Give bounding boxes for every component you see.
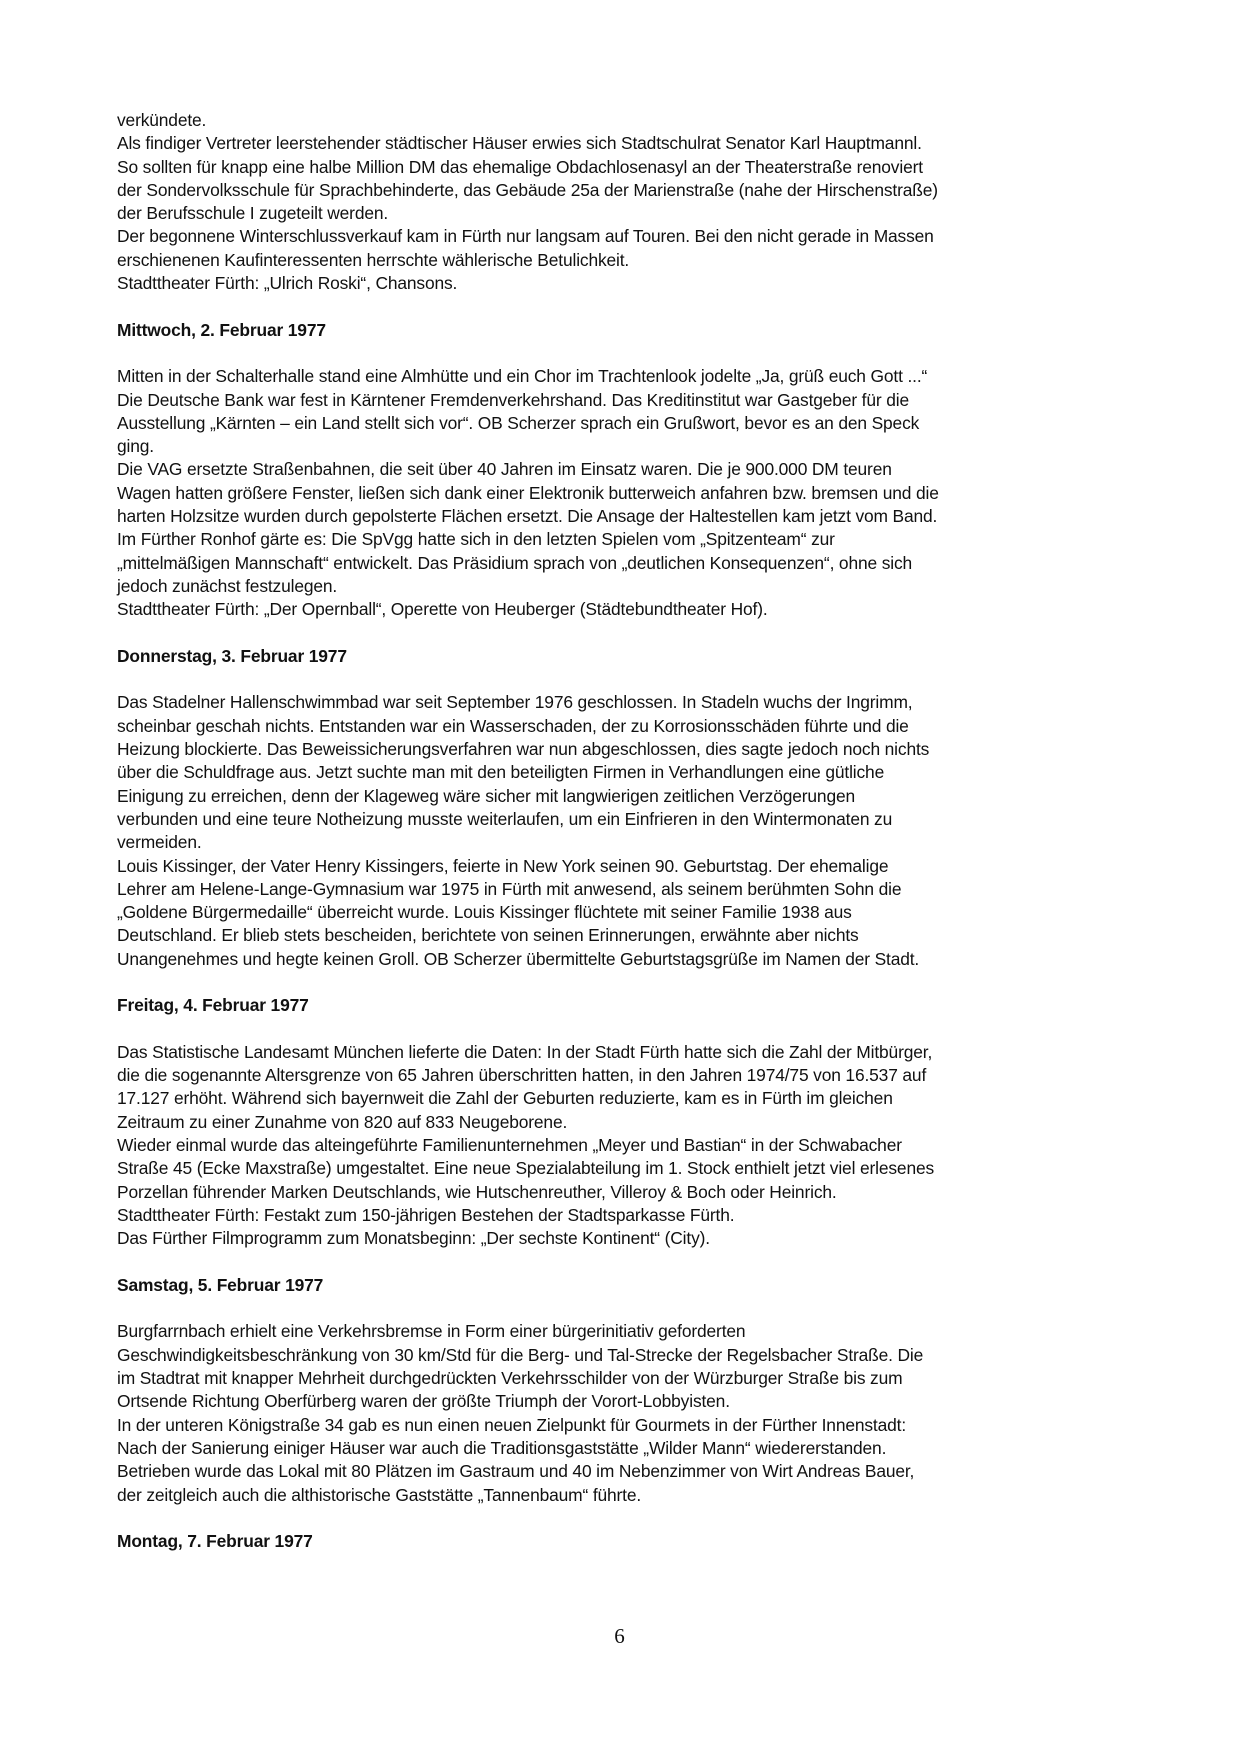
text-line: Stadttheater Fürth: „Ulrich Roski“, Chansons.: [117, 273, 458, 294]
text-line: Heizung blockierte. Das Beweissicherungsverfahren war nun abgeschlossen, dies sagte jedoch noch nichts: [117, 739, 930, 760]
text-line: jedoch zunächst festzulegen.: [117, 575, 338, 596]
text-line: harten Holzsitze wurden durch gepolsterte Flächen ersetzt. Die Ansage der Haltestellen kam jetzt vom Band.: [117, 506, 938, 527]
text-line: Betrieben wurde das Lokal mit 80 Plätzen im Gastraum und 40 im Nebenzimmer von Wirt Andreas Bauer,: [117, 1461, 915, 1482]
text-line: Das Stadelner Hallenschwimmbad war seit September 1976 geschlossen. In Stadeln wuchs der Ingrimm,: [117, 692, 913, 713]
text-line: Die Deutsche Bank war fest in Kärntener Fremdenverkehrshand. Das Kreditinstitut war Gastgeber für die: [117, 389, 909, 410]
text-line: der Berufsschule I zugeteilt werden.: [117, 203, 389, 224]
text-line: im Stadtrat mit knapper Mehrheit durchgedrückten Verkehrsschilder von der Würzburger Straße bis zum: [117, 1368, 903, 1389]
text-line: Ortsende Richtung Oberfürberg waren der größte Triumph der Vorort-Lobbyisten.: [117, 1391, 730, 1412]
text-line: der zeitgleich auch die althistorische Gaststätte „Tannenbaum“ führte.: [117, 1484, 642, 1505]
text-line: die die sogenannte Altersgrenze von 65 Jahren überschritten hatten, in den Jahren 1974/75 von 16.537 auf: [117, 1065, 927, 1086]
text-line: verkündete.: [117, 110, 207, 130]
text-line: Die VAG ersetzte Straßenbahnen, die seit über 40 Jahren im Einsatz waren. Die je 900.000 DM teuren: [117, 459, 892, 480]
section-donnerstag: [117, 645, 1147, 971]
text-line: scheinbar geschah nichts. Entstanden war ein Wasserschaden, der zu Korrosionsschäden führte und die: [117, 715, 909, 736]
section-heading: Donnerstag, 3. Februar 1977: [117, 645, 347, 666]
text-line: Der begonnene Winterschlussverkauf kam in Fürth nur langsam auf Touren. Bei den nicht gerade in Massen: [117, 226, 934, 247]
text-line: ging.: [117, 436, 154, 457]
text-line: Geschwindigkeitsbeschränkung von 30 km/Std für die Berg- und Tal-Strecke der Regelsbacher Straße. Die: [117, 1344, 924, 1365]
text-line: Straße 45 (Ecke Maxstraße) umgestaltet. Eine neue Spezialabteilung im 1. Stock enthielt jetzt viel erlesenes: [117, 1158, 935, 1179]
text-line: Wagen hatten größere Fenster, ließen sich dank einer Elektronik butterweich anfahren bzw. bremsen und die: [117, 482, 939, 503]
text-line: Unangenehmes und hegte keinen Groll. OB Scherzer übermittelte Geburtstagsgrüße im Namen der Stadt.: [117, 948, 920, 969]
document-page: [117, 109, 1147, 1553]
text-line: 17.127 erhöht. Während sich bayernweit die Zahl der Geburten reduzierte, kam es in Fürth im gleichen: [117, 1088, 893, 1109]
text-line: vermeiden.: [117, 832, 202, 853]
text-line: Als findiger Vertreter leerstehender städtischer Häuser erwies sich Stadtschulrat Senator Karl Hauptmannl.: [117, 133, 922, 154]
section-montag: [117, 1530, 1147, 1553]
text-line: „Goldene Bürgermedaille“ überreicht wurde. Louis Kissinger flüchtete mit seiner Familie 1938 aus: [117, 902, 852, 923]
section-heading: Montag, 7. Februar 1977: [117, 1531, 313, 1552]
text-line: der Sondervolksschule für Sprachbehinderte, das Gebäude 25a der Marienstraße (nahe der Hirschenstraße): [117, 179, 938, 200]
text-line: verbunden und eine teure Notheizung musste weiterlaufen, um ein Einfrieren in den Wintermonaten zu: [117, 808, 893, 829]
text-line: Stadttheater Fürth: „Der Opernball“, Operette von Heuberger (Städtebundtheater Hof).: [117, 599, 768, 620]
text-line: Im Fürther Ronhof gärte es: Die SpVgg hatte sich in den letzten Spielen vom „Spitzenteam“ zur: [117, 529, 835, 550]
text-line: In der unteren Königstraße 34 gab es nun einen neuen Zielpunkt für Gourmets in der Fürther Innenstadt:: [117, 1414, 907, 1435]
text-line: So sollten für knapp eine halbe Million DM das ehemalige Obdachlosenasyl an der Theaterstraße renoviert: [117, 156, 923, 177]
text-line: Das Fürther Filmprogramm zum Monatsbeginn: „Der sechste Kontinent“ (City).: [117, 1228, 710, 1249]
text-line: Einigung zu erreichen, denn der Klageweg wäre sicher mit langwierigen zeitlichen Verzögerungen: [117, 785, 856, 806]
text-line: Lehrer am Helene-Lange-Gymnasium war 1975 in Fürth mit anwesend, als seinem berühmten Sohn die: [117, 878, 902, 899]
page-number: 6: [614, 1624, 625, 1648]
text-line: Burgfarrnbach erhielt eine Verkehrsbremse in Form einer bürgerinitiativ geforderten: [117, 1321, 746, 1342]
section-heading: Mittwoch, 2. Februar 1977: [117, 319, 326, 340]
text-line: Nach der Sanierung einiger Häuser war auch die Traditionsgaststätte „Wilder Mann“ wiedererstanden.: [117, 1437, 887, 1458]
text-line: Ausstellung „Kärnten – ein Land stellt sich vor“. OB Scherzer sprach ein Grußwort, bevor es an den Speck: [117, 412, 920, 433]
text-line: erschienenen Kaufinteressenten herrschte wählerische Betulichkeit.: [117, 249, 630, 270]
text-line: Stadttheater Fürth: Festakt zum 150-jährigen Bestehen der Stadtsparkasse Fürth.: [117, 1204, 735, 1225]
text-line: Zeitraum zu einer Zunahme von 820 auf 833 Neugeborene.: [117, 1111, 568, 1132]
section-freitag: [117, 994, 1147, 1250]
text-line: über die Schuldfrage aus. Jetzt suchte man mit den beteiligten Firmen in Verhandlungen eine gütliche: [117, 762, 885, 783]
text-line: Mitten in der Schalterhalle stand eine Almhütte und ein Chor im Trachtenlook jodelte „Ja, grüß euch Gott ...“: [117, 366, 928, 387]
text-line: „mittelmäßigen Mannschaft“ entwickelt. Das Präsidium sprach von „deutlichen Konsequenzen“, ohne sich: [117, 552, 913, 573]
section-heading: Freitag, 4. Februar 1977: [117, 995, 309, 1016]
text-line: Porzellan führender Marken Deutschlands, wie Hutschenreuther, Villeroy & Boch oder Heinrich.: [117, 1181, 837, 1202]
text-line: Das Statistische Landesamt München lieferte die Daten: In der Stadt Fürth hatte sich die Zahl der Mitbürger,: [117, 1041, 933, 1062]
section-heading: Samstag, 5. Februar 1977: [117, 1274, 324, 1295]
intro-paragraph: [117, 109, 1147, 295]
section-samstag: [117, 1274, 1147, 1507]
text-line: Wieder einmal wurde das alteingeführte Familienunternehmen „Meyer und Bastian“ in der Schwabacher: [117, 1135, 902, 1156]
text-line: Deutschland. Er blieb stets bescheiden, berichtete von seinen Erinnerungen, erwähnte aber nichts: [117, 925, 859, 946]
text-line: Louis Kissinger, der Vater Henry Kissingers, feierte in New York seinen 90. Geburtstag. Der ehemalige: [117, 855, 889, 876]
section-mittwoch: [117, 319, 1147, 622]
